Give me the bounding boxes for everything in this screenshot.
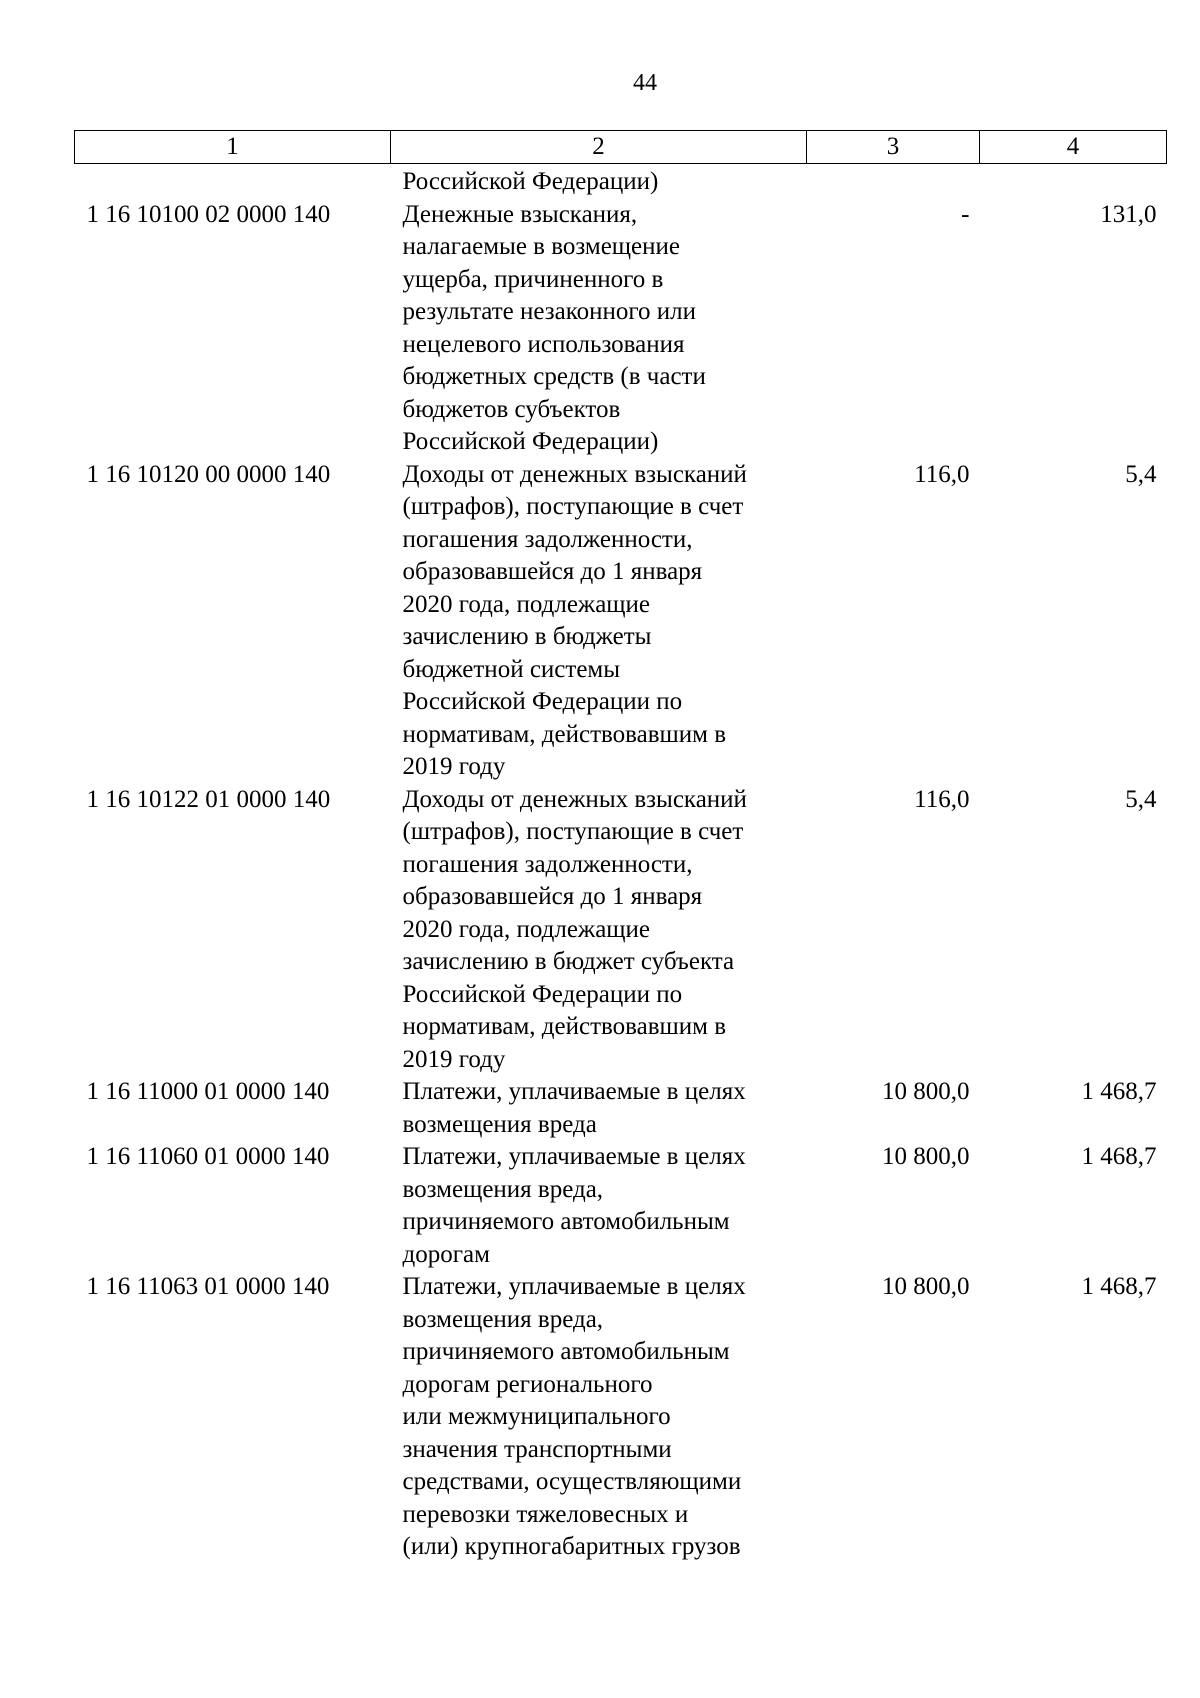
table-row [75, 784, 1167, 1077]
revenue-description-cell: Российской Федерации) [402, 168, 659, 195]
column-header-4: 4 [980, 131, 1167, 164]
column-header-3: 3 [807, 131, 980, 164]
revenue-code-cell: 1 16 11000 01 0000 140 [86, 1078, 330, 1105]
amount-col4-cell: 5,4 [1125, 460, 1157, 488]
amount-col3-cell: 116,0 [914, 785, 970, 813]
revenue-description-cell: Платежи, уплачиваемые в целях возмещения вреда, причиняемого автомобильным дорогам [402, 1143, 746, 1268]
amount-col3-cell: 10 800,0 [882, 1143, 970, 1170]
amount-col3-cell: 10 800,0 [882, 1078, 970, 1105]
amount-col4-cell [980, 164, 1167, 199]
table-row [75, 1141, 1167, 1271]
amount-col3-cell: - [961, 200, 970, 228]
amount-col3-cell: 10 800,0 [882, 1273, 970, 1300]
revenue-code-cell: 1 16 10122 01 0000 140 [86, 785, 331, 813]
revenue-code-cell: 1 16 11063 01 0000 140 [86, 1273, 330, 1300]
table-row [75, 1271, 1167, 1564]
revenue-description-cell: Денежные взыскания, налагаемые в возмещение ущерба, причиненного в результате незаконного или нецелевого использования бюджетных средств (в части бюджетов субъектов Российской Федерации) [402, 200, 706, 455]
revenue-code-cell: 1 16 10120 00 0000 140 [86, 460, 331, 488]
revenue-description-cell: Доходы от денежных взысканий (штрафов), поступающие в счет погашения задолженности, образовавшейся до 1 января 2020 года, подлежащие зачислению в бюджет субъекта Российской Федерации по нормативам, действовавшим в 2019 году [402, 785, 747, 1073]
amount-col4-cell: 5,4 [1125, 785, 1157, 813]
amount-col3-cell [807, 164, 980, 199]
table-row [75, 1076, 1167, 1141]
column-header-2: 2 [391, 131, 807, 164]
amount-col4-cell: 1 468,7 [1081, 1143, 1157, 1170]
table-header [75, 131, 1167, 164]
revenue-code-cell: 1 16 11060 01 0000 140 [86, 1143, 330, 1170]
amount-col4-cell: 131,0 [1100, 200, 1157, 228]
table-row [75, 459, 1167, 784]
table-row [75, 199, 1167, 459]
column-header-1: 1 [75, 131, 391, 164]
table-header-row [75, 131, 1167, 164]
revenue-description-cell: Доходы от денежных взысканий (штрафов), поступающие в счет погашения задолженности, образовавшейся до 1 января 2020 года, подлежащие зачислению в бюджеты бюджетной системы Российской Федерации по нормативам, действовавшим в 2019 году [402, 460, 747, 780]
page-number: 44 [633, 70, 657, 96]
revenue-description-cell: Платежи, уплачиваемые в целях возмещения вреда, причиняемого автомобильным дорогам регионального или межмуниципального значения транспортными средствами, осуществляющими перевозки тяжеловесных и (или) крупногабаритных грузов [402, 1273, 746, 1560]
amount-col4-cell: 1 468,7 [1081, 1273, 1157, 1300]
table-row [75, 164, 1167, 199]
amount-col4-cell: 1 468,7 [1081, 1078, 1157, 1105]
budget-revenue-table [74, 130, 1167, 1564]
revenue-code-cell: 1 16 10100 02 0000 140 [86, 200, 331, 228]
amount-col3-cell: 116,0 [914, 460, 970, 488]
revenue-code-cell [75, 164, 391, 199]
revenue-description-cell: Платежи, уплачиваемые в целях возмещения вреда [402, 1078, 746, 1138]
table-body [75, 164, 1167, 1564]
